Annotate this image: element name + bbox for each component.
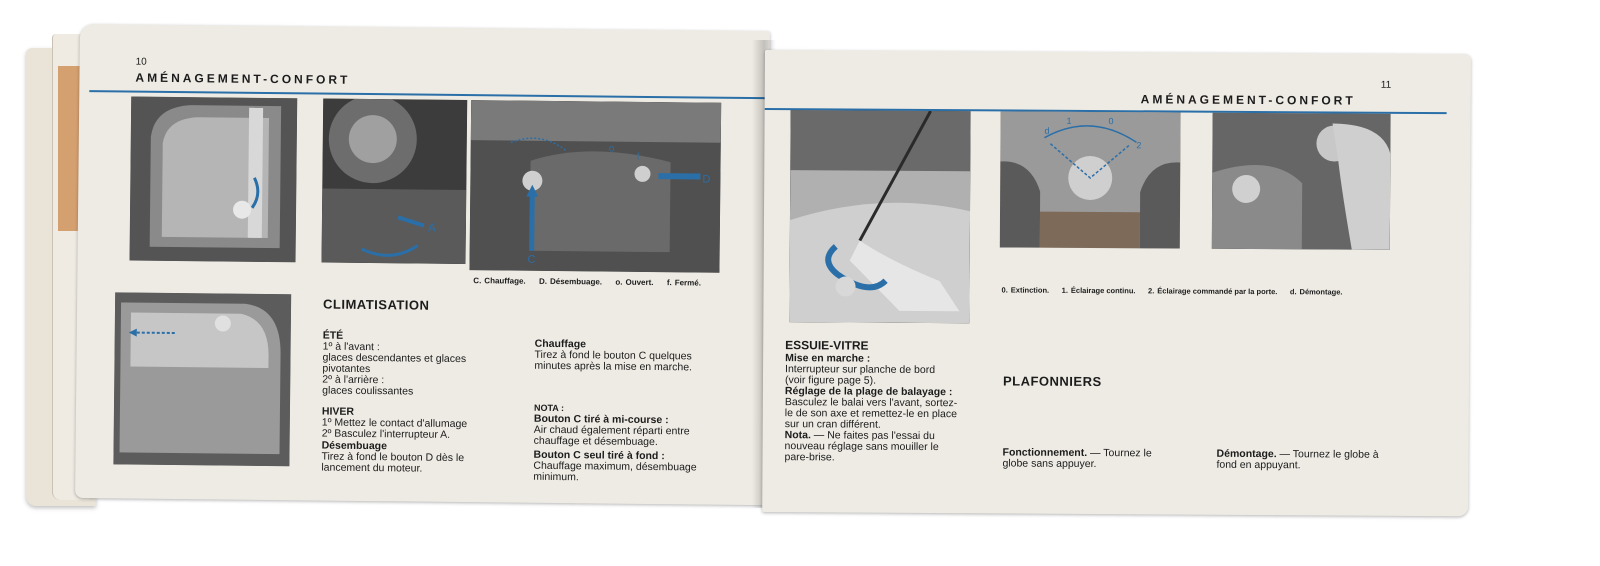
caption-o: o. Ouvert. <box>615 277 654 288</box>
photo-heating-controls-art <box>469 100 721 273</box>
caption-f: f. Fermé. <box>666 278 702 288</box>
chauffage-block <box>534 339 724 374</box>
chauffage-line: Tirez à fond le bouton C quelques <box>534 348 692 363</box>
hiver-block <box>322 407 490 442</box>
label-c: C <box>527 253 536 266</box>
ete-line: 2º à l'arrière : <box>322 373 385 387</box>
chauffage-title: Chauffage <box>534 337 587 351</box>
ete-line: glaces descendantes et glaces <box>322 351 467 366</box>
photo-ceiling-light <box>1000 111 1181 248</box>
mise-line: (voir figure page 5). <box>784 374 877 387</box>
photo-wiper-art <box>789 110 970 323</box>
dial-label-d: d <box>1044 125 1050 136</box>
ete-line: pivotantes <box>322 362 371 376</box>
caption-1: 1. Éclairage continu. <box>1061 285 1136 296</box>
desembuage-line: Tirez à fond le bouton D dès le <box>321 450 465 465</box>
nota-label: Nota. <box>784 429 811 442</box>
dial-label-1: 1 <box>1066 115 1072 126</box>
caption-d: d. Démontage. <box>1289 287 1343 297</box>
desembuage-title: Désembuage <box>321 439 388 453</box>
reglage-line: sur un cran différent. <box>784 418 881 431</box>
hiver-title: HIVER <box>321 405 355 418</box>
section-title-plafonniers: PLAFONNIERS <box>1002 373 1102 390</box>
fonctionnement-text: — Tournez le <box>1087 446 1152 460</box>
page-header: AMÉNAGEMENT-CONFORT <box>135 70 351 87</box>
label-a: A <box>427 220 436 235</box>
caption-0: 0. Extinction. <box>1001 285 1050 295</box>
hiver-line: 1º Mettez le contact d'allumage <box>321 416 468 431</box>
photo-heating-controls <box>469 100 721 273</box>
photo-captions <box>1002 285 1343 296</box>
demontage-title: Démontage. <box>1216 447 1277 461</box>
chauffage-line: minutes après la mise en marche. <box>534 359 693 374</box>
seul-line: minimum. <box>533 470 579 484</box>
caption-d: D. Désembuage. <box>538 276 603 287</box>
nota-line: pare-brise. <box>784 451 835 464</box>
photo-light-removal-art <box>1212 113 1391 250</box>
ete-title: ÉTÉ <box>322 329 344 342</box>
caption-c: C. Chauffage. <box>473 276 526 286</box>
demontage-text: — Tournez le globe à <box>1276 448 1379 461</box>
label-f: f <box>636 151 640 163</box>
nota-line: nouveau réglage sans mouiller le <box>784 440 939 454</box>
nota-label: NOTA : <box>533 402 565 414</box>
page-header: AMÉNAGEMENT-CONFORT <box>1140 92 1356 108</box>
right-page <box>762 50 1471 516</box>
left-page <box>75 24 770 505</box>
mi-course-title: Bouton C tiré à mi-course : <box>533 412 669 427</box>
demontage-line: fond en appuyant. <box>1216 458 1301 472</box>
section-title-climatisation: CLIMATISATION <box>323 296 430 313</box>
mi-course-line: chauffage et désembuage. <box>533 434 658 449</box>
dial-label-2: 2 <box>1136 140 1142 151</box>
essuie-title: ESSUIE-VITRE <box>785 338 869 353</box>
photo-light-removal <box>1212 113 1391 250</box>
fonctionnement-block <box>1002 447 1192 470</box>
photo-captions <box>473 276 701 287</box>
ete-line: 1º à l'avant : <box>322 340 380 354</box>
page-number: 11 <box>1380 79 1392 91</box>
photo-ceiling-light-art <box>1000 111 1181 248</box>
desembuage-line: lancement du moteur. <box>321 461 423 475</box>
reglage-title: Réglage de la plage de balayage : <box>784 385 953 399</box>
mise-title: Mise en marche : <box>785 352 871 365</box>
ete-block <box>322 331 491 399</box>
photo-dashboard-switch-art <box>322 99 468 264</box>
fonctionnement-title: Fonctionnement. <box>1002 446 1088 459</box>
mi-course-line: Air chaud également réparti entre <box>533 423 690 438</box>
photo-rear-window <box>113 292 291 466</box>
page-number: 10 <box>135 56 147 68</box>
label-o: o <box>608 143 615 155</box>
label-d: D <box>702 173 711 186</box>
photo-window-vent <box>130 97 298 263</box>
ete-line: glaces coulissantes <box>322 384 414 398</box>
fonctionnement-line: globe sans appuyer. <box>1002 457 1097 471</box>
photo-wiper <box>789 110 970 323</box>
caption-2: 2. Éclairage commandé par la porte. <box>1148 286 1278 297</box>
photo-dashboard-switch <box>322 99 468 264</box>
demontage-block <box>1216 449 1406 472</box>
reglage-line: le de son axe et remettez-le en place <box>784 407 958 421</box>
seul-title: Bouton C seul tiré à fond : <box>533 448 665 463</box>
photo-rear-window-art <box>113 292 291 466</box>
essuie-block <box>784 340 975 464</box>
hiver-line: 2º Basculez l'interrupteur A. <box>321 427 451 441</box>
desembuage-block <box>321 441 489 476</box>
dial-label-0: 0 <box>1108 116 1114 127</box>
photo-window-vent-art <box>130 97 298 263</box>
mise-line: Interrupteur sur planche de bord <box>785 363 936 377</box>
nota-block <box>533 401 724 485</box>
nota-text: — Ne faites pas l'essai du <box>810 429 935 443</box>
seul-line: Chauffage maximum, désembuage <box>533 459 697 474</box>
reglage-line: Basculez le balai vers l'avant, sortez- <box>784 396 958 410</box>
